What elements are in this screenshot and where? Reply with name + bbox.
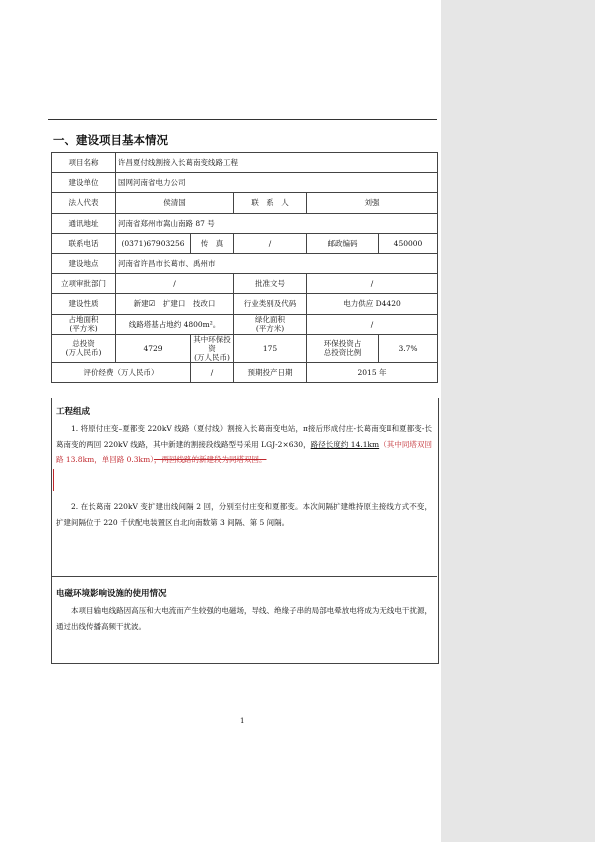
- nature-value: 新建☑ 扩建口 技改口: [116, 294, 234, 314]
- green-label: 绿化面积 (平方米): [234, 314, 307, 334]
- invest-label: 总投资 (万人民币): [52, 334, 116, 362]
- zip-label: 邮政编码: [307, 233, 379, 253]
- area-value: 线路塔基占地约 4800m²。: [116, 314, 234, 334]
- zip-value: 450000: [379, 233, 438, 253]
- comment-pane: [441, 0, 595, 842]
- p1-text-a: 1. 将原付庄变–夏都变 220kV 线路（夏付线）割接入长葛南变电站，π接后形成付庄-长葛南变Ⅱ和夏都变-长葛南变的两回 220kV 线路，其中新建的割接段线路型号采用 LGJ-2×630，: [56, 424, 432, 449]
- industry-label: 行业类别及代码: [234, 294, 307, 314]
- site-value: 河南省许昌市长葛市、禹州市: [116, 253, 438, 273]
- p1-path-length: 路径长度约 14.1km: [310, 439, 380, 449]
- approval-no-label: 批准文号: [234, 274, 307, 294]
- approval-dept-label: 立项审批部门: [52, 274, 116, 294]
- emf-paragraph: 本项目输电线路因高压和大电流而产生较强的电磁场，导线、绝缘子串的局部电晕放电将成为无线电干扰源，通过出线传播高频干扰波。: [56, 606, 432, 631]
- date-value: 2015 年: [307, 362, 438, 382]
- project-info-table: [51, 152, 438, 383]
- p1-deleted-period: 。: [258, 455, 267, 464]
- composition-paragraph-2: 2. 在长葛南 220kV 变扩建出线间隔 2 回，分别至付庄变和夏都变。本次间隔扩建维持原主接线方式不变，扩建间隔位于 220 千伏配电装置区自北向南数第 3 间隔、第 5 间隔。: [56, 502, 432, 527]
- env-invest-value: 175: [234, 334, 307, 362]
- contact-label: 联 系 人: [234, 193, 307, 213]
- section-divider: [51, 576, 437, 577]
- site-label: 建设地点: [52, 253, 116, 273]
- legal-label: 法人代表: [52, 193, 116, 213]
- section-title: 一、建设项目基本情况: [53, 133, 168, 147]
- p1-deleted-text: ，两回线路的新建段为同塔双回: [153, 455, 259, 464]
- date-label: 预期投产日期: [234, 362, 307, 382]
- emf-heading: 电磁环境影响设施的使用情况: [56, 589, 167, 599]
- address-value: 河南省郑州市嵩山南路 87 号: [116, 213, 438, 233]
- address-label: 通讯地址: [52, 213, 116, 233]
- approval-dept-value: /: [116, 274, 234, 294]
- legal-value: 侯清国: [116, 193, 234, 213]
- unit-value: 国网河南省电力公司: [116, 173, 438, 193]
- project-name-label: 项目名称: [52, 153, 116, 173]
- invest-value: 4729: [116, 334, 191, 362]
- env-ratio-label: 环保投资占 总投资比例: [307, 334, 379, 362]
- phone-value: (0371)67903256: [116, 233, 191, 253]
- area-label: 占地面积 (平方米): [52, 314, 116, 334]
- page-number: 1: [240, 717, 245, 725]
- fax-label: 传 真: [191, 233, 234, 253]
- contact-value: 刘强: [307, 193, 438, 213]
- revision-bar: [53, 469, 58, 491]
- p1-inserted-text: （其中同塔双回路 13.8km，单回路 0.3km）: [56, 439, 433, 464]
- composition-heading: 工程组成: [56, 407, 91, 417]
- green-value: /: [307, 314, 438, 334]
- unit-label: 建设单位: [52, 173, 116, 193]
- fax-value: /: [234, 233, 307, 253]
- env-ratio-value: 3.7%: [379, 334, 438, 362]
- eval-value: /: [191, 362, 234, 382]
- nature-label: 建设性质: [52, 294, 116, 314]
- project-name-value: 许昌夏付线割接入长葛南变线路工程: [116, 153, 438, 173]
- approval-no-value: /: [307, 274, 438, 294]
- phone-label: 联系电话: [52, 233, 116, 253]
- env-invest-label: 其中环保投资 (万人民币): [191, 334, 234, 362]
- header-rule: [48, 119, 437, 120]
- eval-label: 评价经费（万人民币）: [52, 362, 191, 382]
- composition-paragraph-1: [56, 421, 432, 468]
- industry-value: 电力供应 D4420: [307, 294, 438, 314]
